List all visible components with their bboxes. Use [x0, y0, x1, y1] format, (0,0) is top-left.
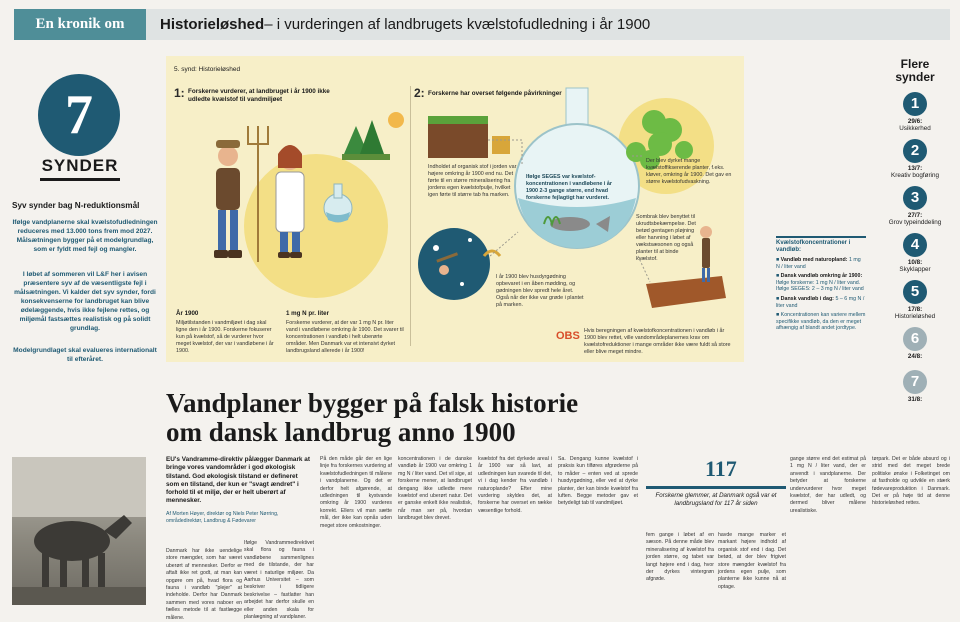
factbox-item: ■ Dansk vandløb i dag: 5 – 6 mg N / liter vand	[776, 295, 865, 309]
caption-middle: Forskerne vurderer, at der var 1 mg N pr. liter vand i vandløbene omkring år 1900. Det svarer til koncentrationen i vandløb i helt uberørte områder. Men Danmark var et intensivt dyrket landbrugsland allerede i år 1900!	[286, 320, 404, 354]
pullquote-text: Forskerne glemmer, at Danmark også var et landbrugsland for 117 år siden	[646, 486, 786, 507]
left-paragraph-1: Ifølge vandplanerne skal kvælstofudledningen reduceres med 13.000 tons frem mod 2027. Målsætningen bygger på et modelgrundlag, som er fyldt med fejl og mangler.	[12, 219, 158, 253]
headline-line-2: om dansk landbrug anno 1900	[166, 417, 516, 447]
pullquote-number: 117	[705, 456, 737, 481]
sin-number: 3	[903, 186, 927, 210]
step-number-2: 2:	[414, 86, 425, 100]
left-paragraph-2: I løbet af sommeren vil L&F her i avisen præsentere syv af de væsentligste fejl i målsætningen. Vi kalder det syv synder, fordi konsekvenserne for landbruget kan blive ødelæggende, hvis ikke fejlene rettes, og miljømål fastsættes realistisk og på solidt grundlag.	[14, 271, 156, 332]
article-column-7: fem gange i løbet af en sæson. På denne måde blev mineralisering af kvælstof fra jorden større, og tabet var langt højere end i dag, hvor der dyrkes vintergrøn afgrøde.	[646, 532, 714, 583]
factbox-item-text: Koncentrationen kan variere mellem specifikke vandløb, da den er meget afhængig af blandt andet jordtype.	[776, 312, 866, 332]
article-column-8: havde mange marker et markant højere indhold af organisk stof end i dag. Det betød, at der blev frigivet store mængder kvælstof fra jordens egen pulje, som planterne ikke kunne nå at optage.	[718, 532, 786, 590]
sin-item	[880, 139, 950, 179]
obs-label: OBS	[556, 330, 580, 342]
sin-number: 1	[903, 92, 927, 116]
article-column-3: På den måde går der en lige linje fra forskernes vurdering af kvælstofudledningen til målene i vandplanerne. Og det er derfor helt afgørende, at udledningen til kystvande omkring år 1900 vurderes korrekt. Ellers vil man sætte mål, der ikke kan opnås uden meget store omkostninger.	[320, 456, 392, 529]
step-heading-1: Forskerne vurderer, at landbruget i år 1900 ikke udledte kvælstof til vandmiljøet	[188, 88, 330, 103]
manure-globe-icon	[418, 228, 500, 300]
factbox-item-text: 5 – 6 mg N / liter vand	[776, 295, 865, 309]
factbox-item-bold: Dansk vandløb omkring år 1900:	[780, 273, 863, 280]
sin-item	[880, 186, 950, 226]
big-flask-icon	[515, 88, 639, 248]
article-headline	[166, 389, 786, 447]
headline-line-1: Vandplaner bygger på falsk historie	[166, 388, 579, 418]
sin-item	[880, 92, 950, 132]
step-heading-2: Forskerne har overset følgende påvirkninger	[428, 90, 562, 97]
sin-label: Kreativ bogføring	[891, 172, 939, 179]
flere-synder-heading: Flere synder	[895, 57, 935, 84]
seven-badge: 7	[38, 74, 120, 156]
factbox-title: Kvælstofkoncentrationer i vandløb:	[776, 236, 866, 254]
factbox-item-bold: Vandløb med naturopland:	[780, 257, 848, 263]
concentration-label: 1 mg N pr. liter	[286, 310, 329, 317]
banner-title-rest: – i vurderingen af landbrugets kvælstofudledning i år 1900	[264, 16, 651, 33]
step-number-1: 1:	[174, 86, 185, 100]
caption-left: Miljøtilstanden i vandmiljøet i dag skal ligne den i år 1900. Forskerne fokuserer kun på kvælstof, så de vurderer hvor meget kvælstof, der var i vandløbene i år 1900.	[176, 320, 274, 354]
article-column-5: kvælstof fra det dyrkede areal i år 1900 var så lavt, at udledningen kun svarede til det, vi i dag kender fra vandløb i naturoplande? Efter mine vurdering skyldes det, at forskerne har overset en række væsentlige forhold.	[478, 456, 552, 514]
caption-sombrak: Sombrak blev benyttet til ukrudtsbekæmpelse. Det betød gentagen pløjning eller harvning i løbet af vækstsæsonen og også planter til at binde kvælstof.	[636, 214, 696, 262]
article-column-4: koncentrationen i de danske vandløb år 1900 var omkring 1 mg N / liter vand. Det vil sige, at forskerne mener, at landbruget dengang ikke udledte mere kvælstof end uberørt natur. Det er ganske enkelt ikke realistisk, når man ser på, hvordan landbruget blev drevet.	[398, 456, 472, 522]
factbox-item-text: Ifølge forskerne: 1 mg N / liter vand. Ifølge SEGES: 2 – 3 mg N / liter vand	[776, 279, 864, 293]
sin-date: 27/7:	[907, 212, 923, 219]
caption-manure: I år 1900 blev husdyrgødning opbevaret i en åben mødding, og gødningen blev spredt hele året. Også når der ikke var grøde i plantet på marken.	[496, 274, 584, 308]
sin-date: 13/7:	[907, 165, 923, 172]
sin-number: 7	[903, 370, 927, 394]
concentration-factbox	[776, 236, 866, 332]
sin-item	[880, 233, 950, 273]
synder-word: SYNDER	[40, 156, 120, 181]
article-lead: EU's Vandramme-direktiv pålægger Danmark at bringe vores vandområder i god økologisk tilstand. God økologisk tilstand er defineret som en tilstand, der kun er "svagt ændret" i forhold til et miljø, der er helt uberørt af mennesker.	[166, 456, 310, 505]
sin-date: 17/8:	[907, 306, 923, 313]
article-column-2: Ifølge Vandrammedirektivet skal flora og fauna i vandløbene sammenlignes med de tilstande, der har været i naturlige miljøer. Da Aarhus Universitet – som beskriver i tidligere beskrivelse – fastlatter han arbejdet har derfor skulle en eller anden skala for planlægning af vandplaner.	[244, 540, 314, 621]
factbox-item: ■ Dansk vandløb omkring år 1900: Ifølge forskerne: 1 mg N / liter vand. Ifølge SEGES: 2 – 3 mg N / liter vand	[776, 273, 864, 293]
left-paragraph-3: Modelgrundlaget skal evalueres internationalt til efteråret.	[13, 347, 157, 363]
year-label: År 1900	[176, 310, 199, 317]
factbox-item: ■ Vandløb med naturopland: 1 mg N / liter vand	[776, 257, 861, 270]
sin-label: Usikkerhed	[899, 125, 931, 132]
soil-block-icon	[428, 116, 510, 158]
banner-tag: En kronik om	[14, 9, 146, 40]
sin-number: 5	[903, 280, 927, 304]
tree-icon	[342, 112, 404, 160]
sin-number: 2	[903, 139, 927, 163]
sin-number: 4	[903, 233, 927, 257]
sun-circle-left	[244, 154, 388, 298]
sin-date: 10/8:	[907, 259, 923, 266]
infographic-tag: 5. synd: Historieløshed	[174, 66, 241, 73]
obs-text: Hvis beregningen af kvælstofkoncentrationen i vandløb i år 1900 blev rettet, ville vandområdeplanernes krav om kvælstofreduktioner i mange områder ikke være fuldt så store eller blive meget mindre.	[584, 328, 731, 355]
article-photo	[12, 457, 146, 605]
sin-item	[880, 327, 950, 360]
article-column-10: tørpark. Det er både absurd og i strid med det meget brede politiske ønske i Folketinget om at fastholde og udvikle en stærk fødevareproduktion i Danmark. Det er på høje tid at denne historieløshed rettes.	[872, 456, 950, 507]
factbox-item-text: 1 mg N / liter vand	[776, 257, 861, 270]
caption-clover: Der blev dyrket mange kvælstoffikserende planter, f.eks. kløver, omkring år 1900. Det gav en større kvælstofudvaskning.	[646, 158, 732, 185]
sin-date: 31/8:	[907, 396, 923, 403]
sin-item	[880, 280, 950, 320]
sin-label: Grov typeinddeling	[888, 219, 942, 226]
horse-plough-photo	[12, 457, 146, 605]
infographic-divider	[410, 86, 411, 346]
article-column-1: Danmark har ikke uendelige store mængder, som har været uberørt af mennesker. Derfor er aftalt ikke ret godt, at man kan opgøre om på, hvad flora og fauna i vandløb "plejer" at indeholde. Derfor har Danmark sammen med vores naboer en fælles metode til at fastlægge målene.	[166, 548, 242, 621]
caption-flask: Ifølge SEGES var kvælstof-koncentrationen i vandløbene i år 1900 2-3 gange større, end hvad forskerne fejlagtigt har vurderet.	[526, 174, 612, 201]
factbox-item: ■ Koncentrationen kan variere mellem specifikke vandløb, da den er meget afhængig af blandt andet jordtype.	[776, 312, 866, 332]
article-column-9: gange større end det estimat på 1 mg N / liter vand, der er anvendt i vandplanerne. Der betyder at forskerne undervurderer hvor meget kvælstof, der har udledt, og dermed bliver målene urealistiske.	[790, 456, 866, 514]
sin-date: 29/6:	[907, 118, 923, 125]
sin-label: Historieløshed	[894, 313, 936, 320]
caption-soil: Indholdet af organisk stof i jorden var højere omkring år 1900 end nu. Det førte til en større mineralisering fra jordens egen kvælstofpulje, hvilket igen førte til større tab fra marken.	[428, 164, 517, 198]
infographic	[166, 56, 744, 362]
sin-number: 6	[903, 327, 927, 351]
sin-item	[880, 370, 950, 403]
sin-label: Skyklapper	[899, 266, 931, 273]
banner-title	[146, 9, 950, 40]
farmer-figure	[214, 140, 242, 258]
banner-title-bold: Historieløshed	[160, 16, 265, 33]
article-column-6: Sa. Dengang kunne kvælstof i praksis kun tilføres afgrøderne på to måder – enten ved at sprede husdyrgødning, eller ved at dyrke planter, der kan binde kvælstof fra luften. Begge metoder gav et betydeligt tab til vandmiljøet.	[558, 456, 638, 507]
factbox-item-bold: Dansk vandløb i dag:	[780, 295, 834, 302]
sin-date: 24/8:	[907, 353, 923, 360]
section-banner	[14, 9, 950, 40]
left-heading: Syv synder bag N-reduktionsmål	[12, 201, 140, 210]
article-byline: Af Morten Høyer, direktør og Niels Peter Nørring, områdedirektør, Landbrug & Fødevarer	[166, 511, 279, 524]
